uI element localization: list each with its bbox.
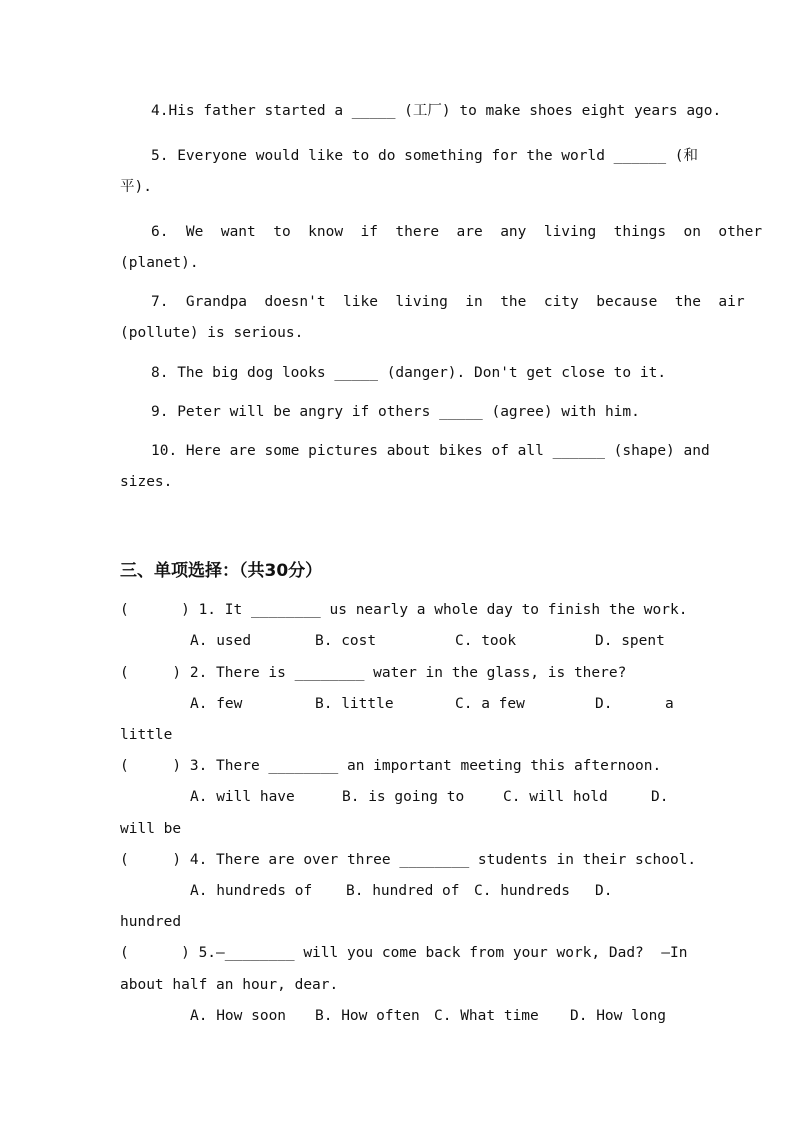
q5-option-a: A. How soon (190, 1008, 287, 1024)
question-3-stem: ( ) 3. There ________ an important meeting this afternoon. (120, 758, 662, 774)
question-1-stem: ( ) 1. It ________ us nearly a whole day to finish the work. (120, 602, 688, 618)
q2-option-d: D. (595, 696, 613, 712)
q3-option-d: D. (651, 789, 669, 805)
blank-item-10-cont: sizes. (120, 474, 173, 490)
blank-item-5-cont: 平). (120, 179, 152, 195)
q5-option-d: D. How long (570, 1008, 667, 1024)
question-4-stem: ( ) 4. There are over three ________ students in their school. (120, 852, 697, 868)
q4-option-b: B. hundred of (346, 883, 460, 899)
q3-option-b: B. is going to (342, 789, 465, 805)
blank-item-8: 8. The big dog looks _____ (danger). Don't get close to it. (151, 365, 667, 381)
q4-option-d-cont: hundred (120, 914, 182, 930)
q5-option-b: B. How often (315, 1008, 420, 1024)
question-5-stem-cont: about half an hour, dear. (120, 977, 339, 993)
q3-option-c: C. will hold (503, 789, 608, 805)
blank-item-7: 7. Grandpa doesn't like living in the city because the air (151, 294, 745, 310)
q4-option-d: D. (595, 883, 613, 899)
q1-option-a: A. used (190, 633, 252, 649)
q1-option-c: C. took (455, 633, 517, 649)
blank-item-6-cont: (planet). (120, 255, 199, 271)
blank-item-5: 5. Everyone would like to do something for the world ______ (和 (151, 148, 699, 164)
q3-option-d-cont: will be (120, 821, 182, 837)
blank-item-10: 10. Here are some pictures about bikes of all ______ (shape) and (151, 443, 710, 459)
section-title: 三、单项选择：（共30分） (120, 561, 323, 581)
q1-option-d: D. spent (595, 633, 665, 649)
q4-option-a: A. hundreds of (190, 883, 313, 899)
question-2-stem: ( ) 2. There is ________ water in the glass, is there? (120, 665, 627, 681)
q2-option-b: B. little (315, 696, 394, 712)
question-5-stem: ( ) 5.—________ will you come back from your work, Dad? —In (120, 945, 688, 961)
blank-item-6: 6. We want to know if there are any living things on other (151, 224, 763, 240)
q3-option-a: A. will have (190, 789, 295, 805)
q2-option-c: C. a few (455, 696, 525, 712)
q2-option-d-text: a (665, 696, 674, 712)
q1-option-b: B. cost (315, 633, 377, 649)
blank-item-7-cont: (pollute) is serious. (120, 325, 304, 341)
q4-option-c: C. hundreds (474, 883, 571, 899)
blank-item-9: 9. Peter will be angry if others _____ (agree) with him. (151, 404, 640, 420)
blank-item-4: 4.His father started a _____ (工厂) to make shoes eight years ago. (151, 103, 722, 119)
q5-option-c: C. What time (434, 1008, 539, 1024)
q2-option-d-cont: little (120, 727, 173, 743)
q2-option-a: A. few (190, 696, 243, 712)
